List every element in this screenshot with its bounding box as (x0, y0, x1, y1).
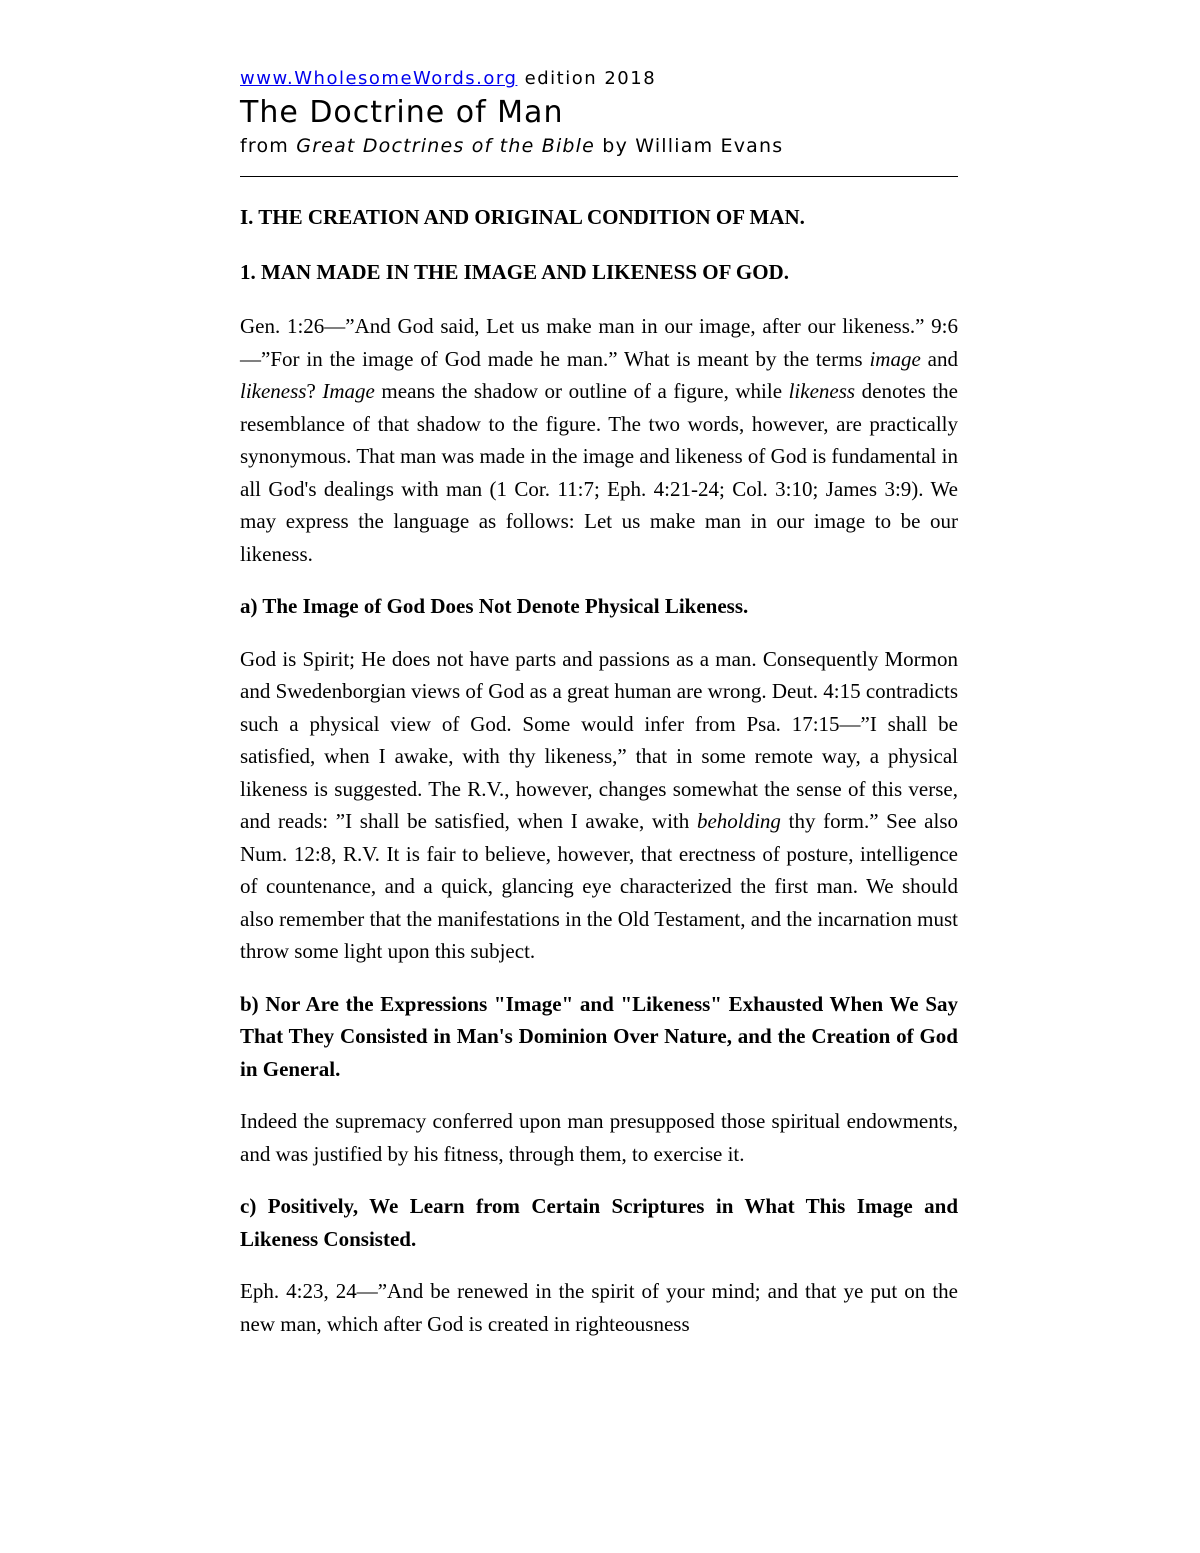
subheading-physical-likeness: a) The Image of God Does Not Denote Physical Likeness. (240, 594, 749, 618)
document-title: The Doctrine of Man (240, 95, 564, 130)
emphasis-image: image (869, 346, 921, 371)
emphasis-likeness: likeness (240, 379, 307, 403)
subtitle-from: from (240, 135, 297, 157)
emphasis-likeness: likeness (788, 379, 856, 403)
emphasis-beholding: beholding (696, 809, 781, 833)
section-heading-creation: I. THE CREATION AND ORIGINAL CONDITION OF MAN. (240, 205, 805, 229)
section-heading-image-likeness: 1. MAN MADE IN THE IMAGE AND LIKENESS OF GOD. (240, 259, 789, 284)
book-title: Great Doctrines of the Bible (296, 135, 596, 157)
text-run: God is Spirit; He does not have parts and passions as a man. Consequently Mormon and Swedenborgian views of God as a great human are wrong. Deut. 4:15 contradicts such a physical view of God. Some would infer from Psa. 17:15—”I shall be satisfied, when I awake, with thy likeness,” that in some remote way, a physical likeness is suggested. The R.V., however, changes somewhat the sense of this verse, and reads: ”I shall be satisfied, when I awake, with (240, 646, 958, 833)
text-run: thy form.” See also Num. 12:8, R.V. It is fair to believe, however, that erectness of posture, intelligence of countenance, and a quick, glancing eye characterized the first man. We should also remember that the manifestations in the Old Testament, and the incarnation must throw some light upon this subject. (240, 809, 959, 963)
text-run: ? (306, 379, 323, 403)
document-page (240, 66, 958, 1340)
paragraph-ephesians: Eph. 4:23, 24—”And be renewed in the spirit of your mind; and that ye put on the new man, which after God is created in righteousness (240, 1279, 958, 1336)
document-body (240, 201, 958, 1340)
edition-label: edition 2018 (517, 68, 657, 89)
header-divider (240, 176, 958, 177)
subheading-positively: c) Positively, We Learn from Certain Scriptures in What This Image and Likeness Consisted. (240, 1194, 958, 1251)
paragraph-supremacy: Indeed the supremacy conferred upon man presupposed those spiritual endowments, and was justified by his fitness, through them, to exercise it. (240, 1109, 958, 1166)
site-link[interactable]: www.WholesomeWords.org (240, 68, 518, 89)
paragraph-god-is-spirit (240, 643, 958, 968)
text-run: and (920, 346, 959, 371)
text-run: means the shadow or outline of a figure, while (374, 379, 789, 403)
subheading-dominion: b) Nor Are the Expressions "Image" and "Likeness" Exhausted When We Say That They Consisted in Man's Dominion Over Nature, and the Creation of God in General. (240, 991, 958, 1081)
text-run: denotes the resemblance of that shadow to the figure. The two words, however, are practically synonymous. That man was made in the image and likeness of God is fundamental in all God's dealings with man (1 Cor. 11:7; Eph. 4:21-24; Col. 3:10; James 3:9). We may express the language as follows: Let us make man in our image to be our likeness. (240, 379, 958, 566)
text-run: Gen. 1:26—”And God said, Let us make man in our image, after our likeness.” 9:6—”For in the image of God made he man.” What is meant by the terms (240, 314, 958, 371)
paragraph-genesis (240, 310, 958, 570)
site-edition-line (240, 66, 958, 92)
document-subtitle (240, 132, 958, 160)
subtitle-author: by William Evans (595, 135, 784, 157)
emphasis-image: Image (322, 379, 375, 403)
